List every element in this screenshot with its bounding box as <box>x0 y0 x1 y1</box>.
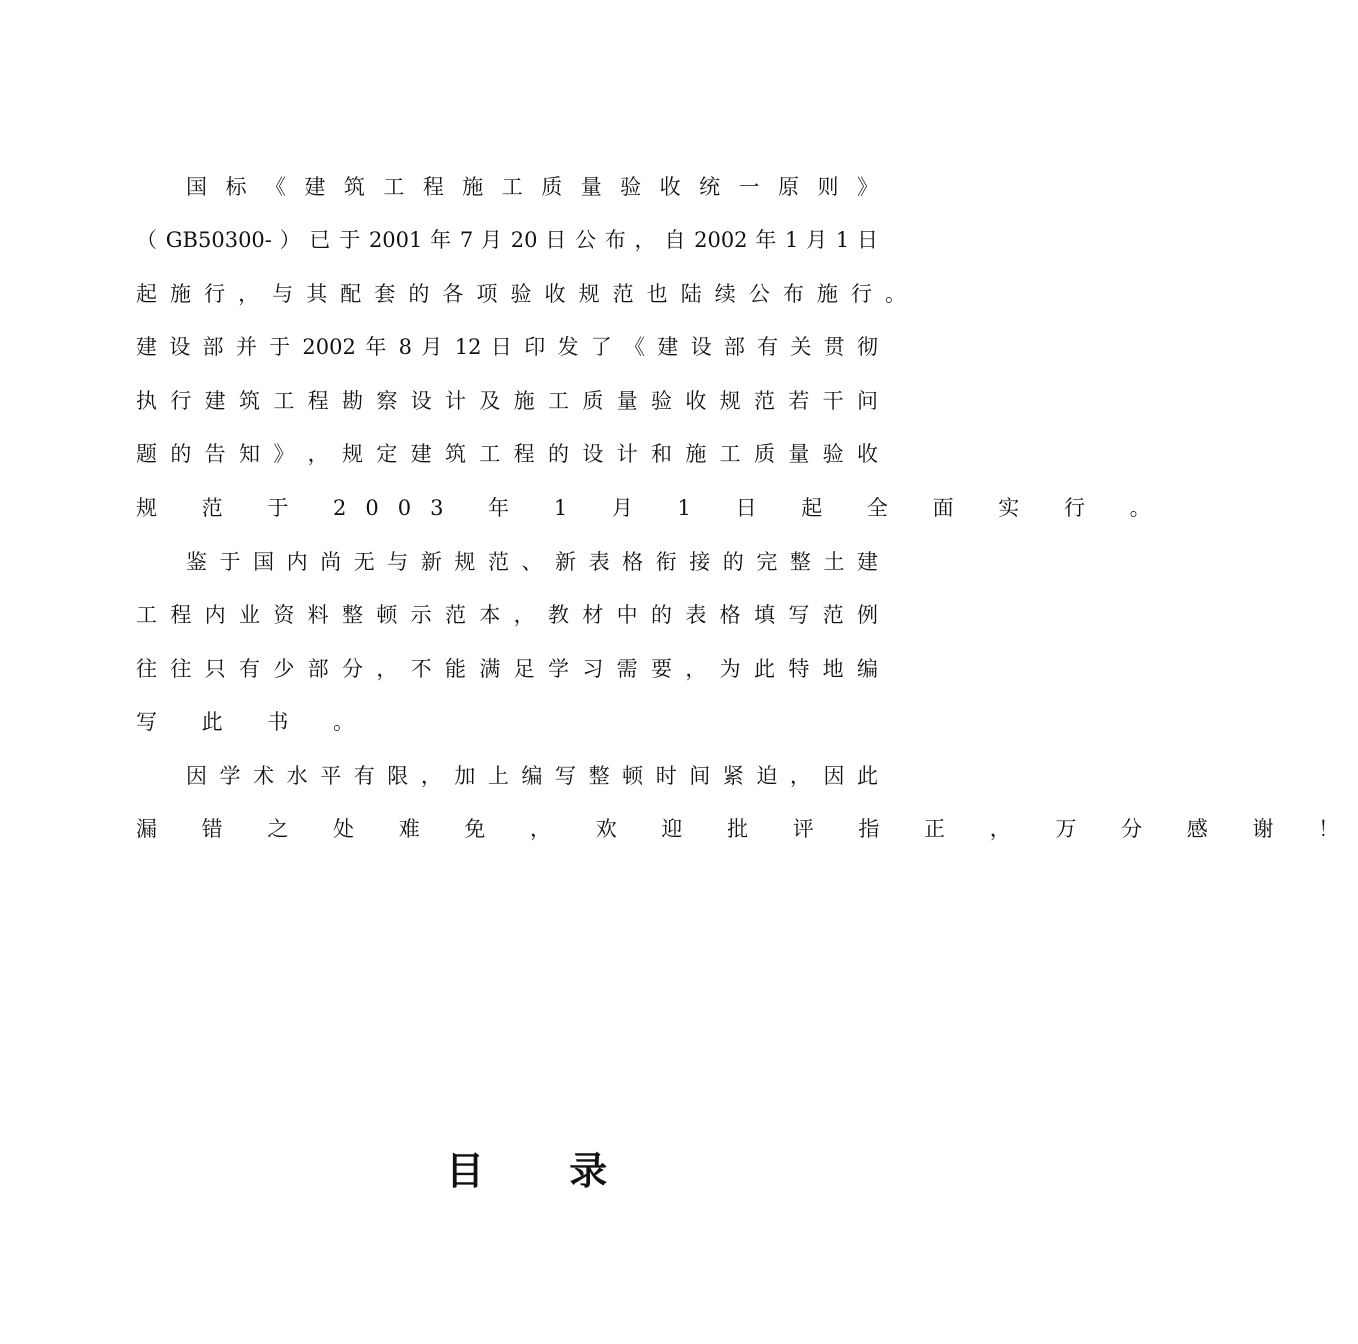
paragraph-3-line-2: 漏 错 之 处 难 免 ， 欢 迎 批 评 指 正 ， 万 分 感 谢 ！ <box>136 817 1358 841</box>
paragraph-1-line-7: 规 范 于 2003 年 1 月 1 日 起 全 面 实 行 。 <box>136 496 1170 520</box>
paragraph-3-line-1: 因 学 术 水 平 有 限 ， 加 上 编 写 整 顿 时 间 紧 迫 ， 因 此 <box>186 764 878 788</box>
toc-heading: 目 录 <box>446 1149 644 1193</box>
paragraph-2-line-3: 往 往 只 有 少 部 分 ， 不 能 满 足 学 习 需 要 ， 为 此 特 地 编 <box>136 657 878 681</box>
paragraph-1-line-3: 起 施 行 ， 与 其 配 套 的 各 项 验 收 规 范 也 陆 续 公 布 施 行 。 <box>136 282 906 306</box>
paragraph-1-line-5: 执 行 建 筑 工 程 勘 察 设 计 及 施 工 质 量 验 收 规 范 若 干 问 <box>136 389 878 413</box>
paragraph-2-line-1: 鉴 于 国 内 尚 无 与 新 规 范 、 新 表 格 衔 接 的 完 整 土 建 <box>186 550 878 574</box>
paragraph-2-line-2: 工 程 内 业 资 料 整 顿 示 范 本 ， 教 材 中 的 表 格 填 写 范 例 <box>136 603 878 627</box>
paragraph-1-line-6: 题 的 告 知 》 ， 规 定 建 筑 工 程 的 设 计 和 施 工 质 量 验 收 <box>136 442 878 466</box>
paragraph-2-line-4: 写 此 书 。 <box>136 710 374 734</box>
paragraph-1-line-4: 建 设 部 并 于 2002 年 8 月 12 日 印 发 了 《 建 设 部 有 关 贯 彻 <box>136 335 878 359</box>
paragraph-1-line-1: 国 标 《 建 筑 工 程 施 工 质 量 验 收 统 一 原 则 》 <box>186 175 878 199</box>
paragraph-1-line-2: （ GB50300- ） 已 于 2001 年 7 月 20 日 公 布 ， 自 2002 年 1 月 1 日 <box>136 228 878 252</box>
